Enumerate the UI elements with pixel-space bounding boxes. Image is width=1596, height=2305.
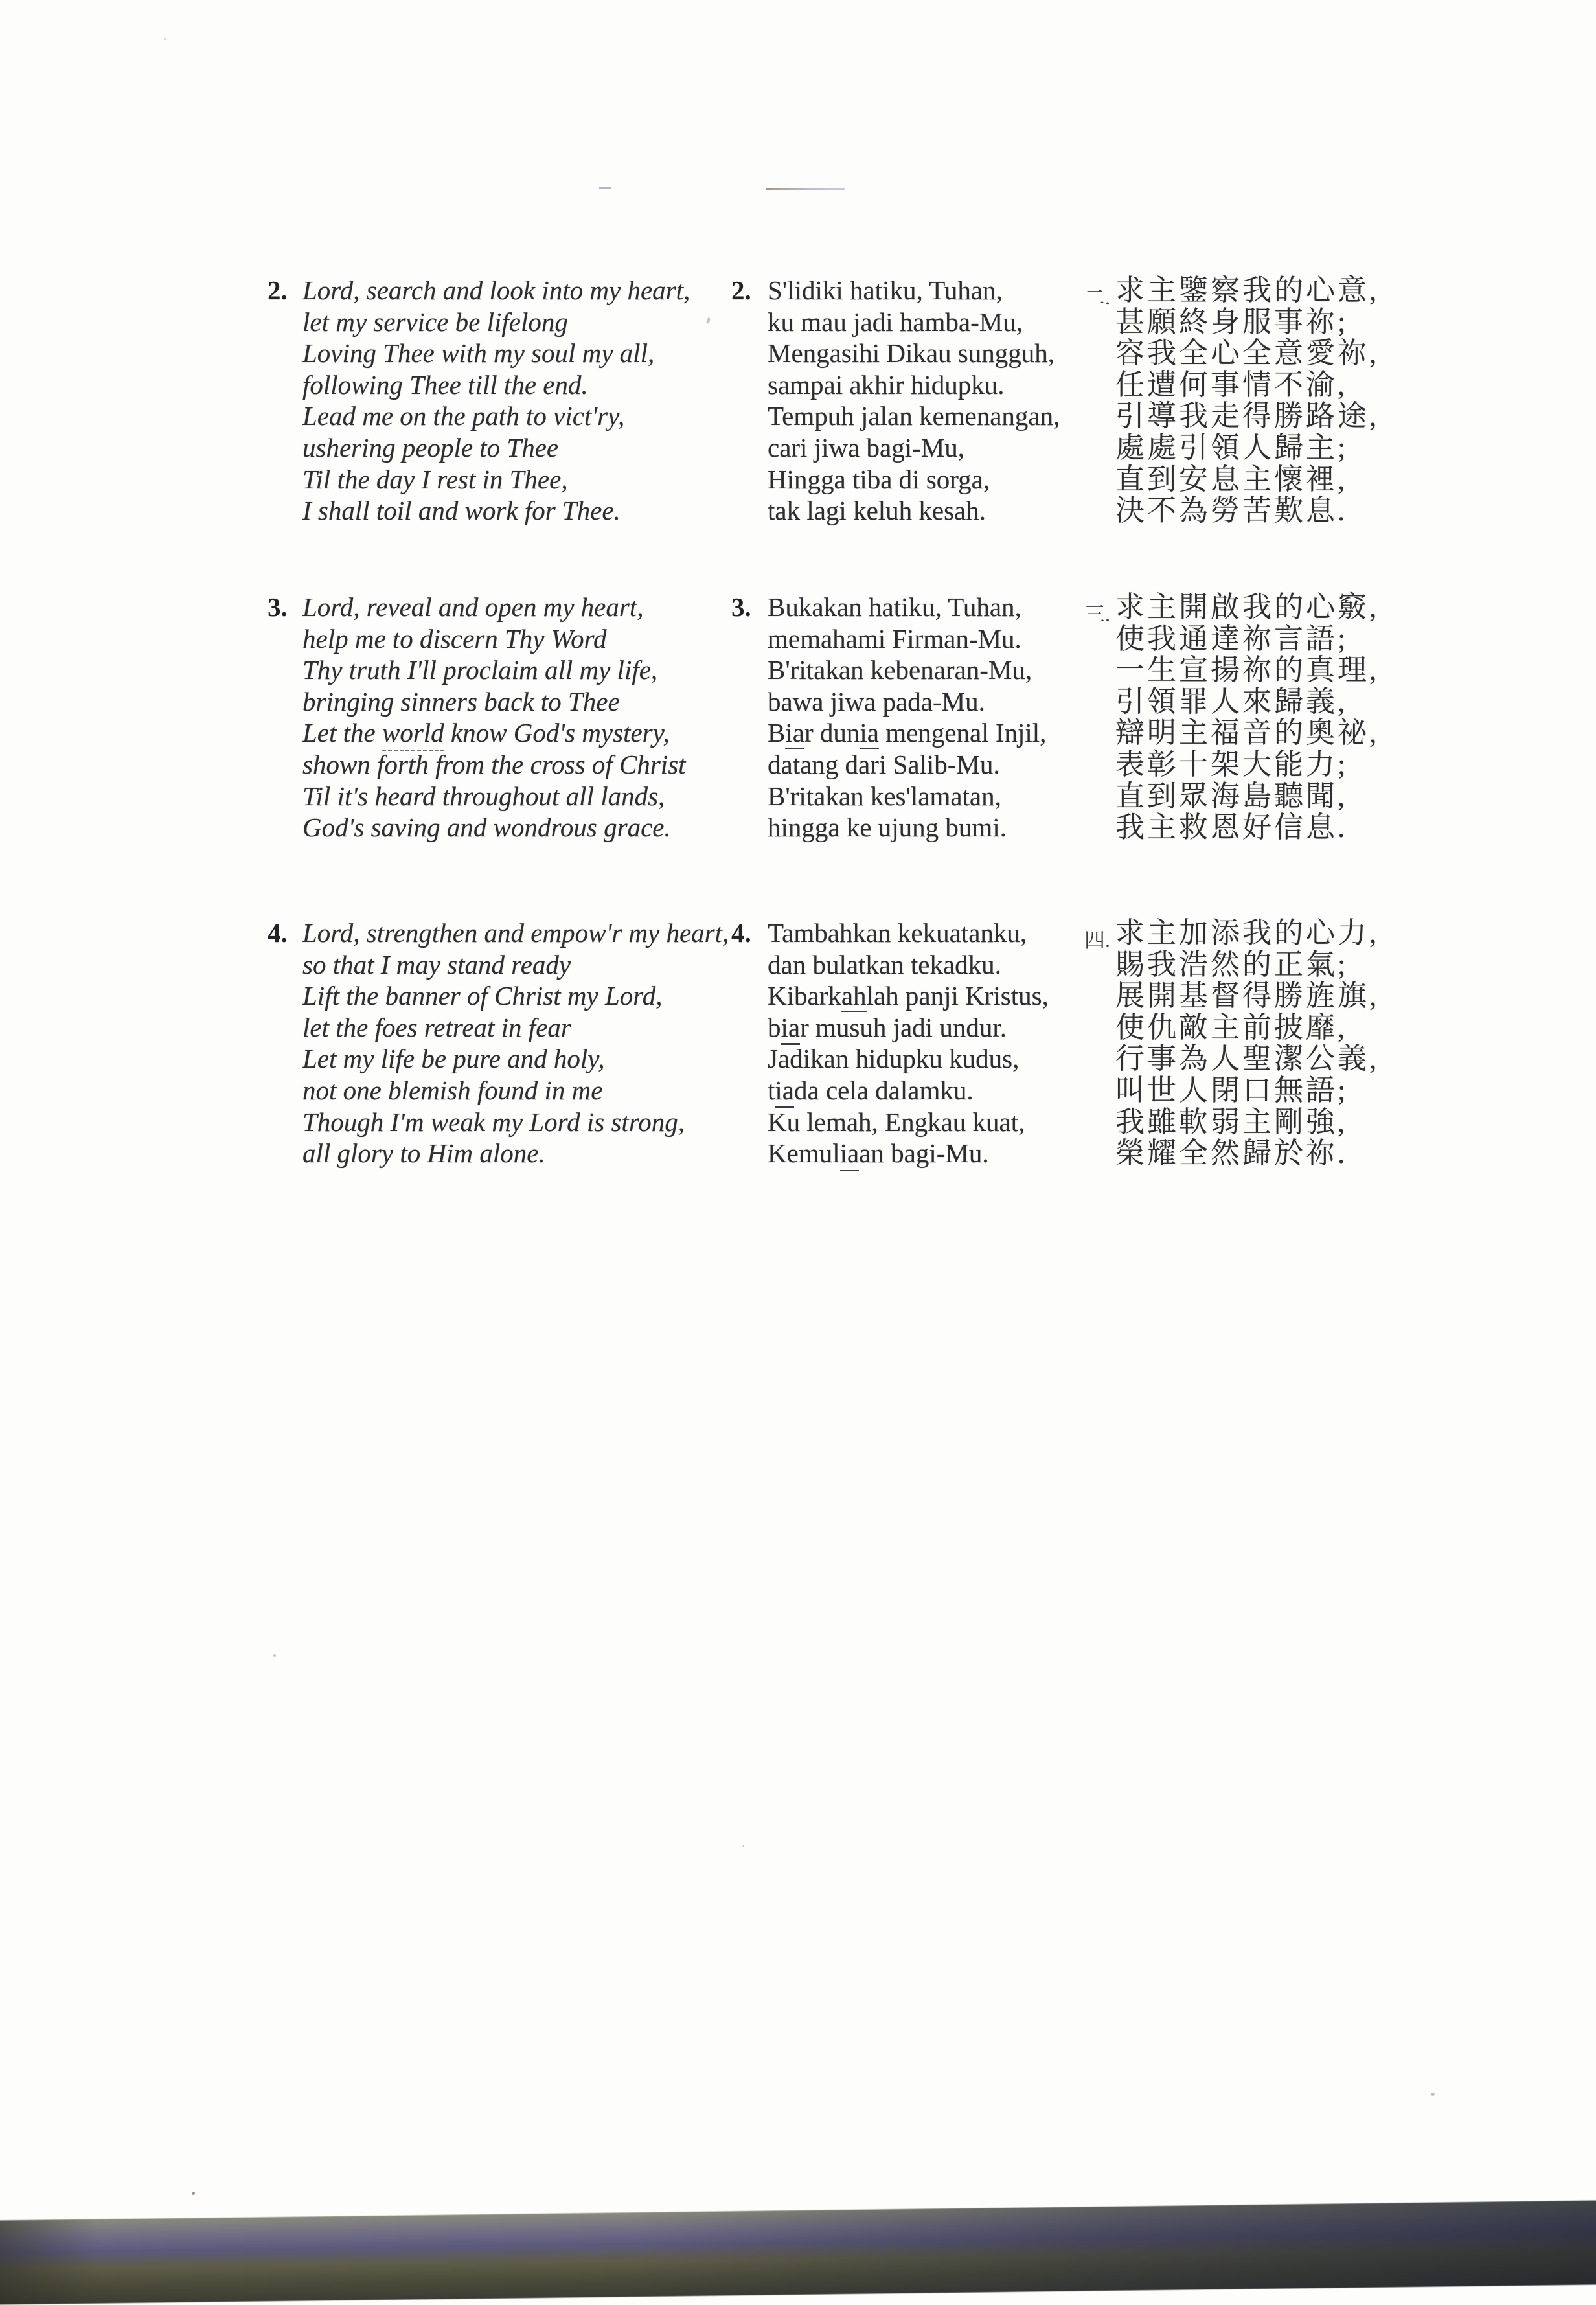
lyric-line: Kemuliaan bagi-Mu. — [768, 1138, 1113, 1169]
lyric-lines — [302, 917, 747, 1169]
lyric-line: let the foes retreat in fear — [302, 1012, 571, 1042]
lyric-line: Mengasihi Dikau sungguh, — [768, 338, 1054, 369]
lyric-line: 容我全心全意愛祢, — [1115, 337, 1380, 370]
lyric-line: 求主鑒察我的心意, — [1115, 274, 1380, 306]
lyric-line: Ku lemah, Engkau kuat, — [768, 1107, 1025, 1137]
lyric-line: shown forth from the cross of Christ — [302, 749, 686, 779]
lyric-line: 決不為勞苦歎息. — [1115, 494, 1348, 527]
lyric-line: 直到安息主懷裡, — [1115, 463, 1348, 496]
lyric-line: Thy truth I'll proclaim all my life, — [302, 655, 658, 685]
lyric-line: Let the world know God's mystery, — [302, 717, 747, 749]
stanza-chinese — [1084, 275, 1421, 527]
lyric-line: Lord, reveal and open my heart, — [302, 592, 644, 622]
lyric-line: 使我通達祢言語; — [1115, 622, 1349, 655]
page-bottom-scan-band — [0, 2200, 1596, 2305]
lyric-line: let my service be lifelong — [302, 306, 568, 337]
lyric-line: 引領罪人來歸義, — [1115, 685, 1348, 718]
lyric-line: 一生宣揚祢的真理, — [1115, 654, 1380, 687]
lyric-line: cari jiwa bagi-Mu, — [768, 432, 964, 463]
lyric-line: tiada cela dalamku. — [768, 1075, 1113, 1107]
lyric-line: ku mau jadi hamba-Mu, — [768, 306, 1113, 338]
lyric-lines — [768, 591, 1113, 843]
hand-underline: ia — [860, 718, 879, 750]
lyric-line: 叫世人閉口無語; — [1115, 1073, 1349, 1107]
lyric-line: 任遭何事情不渝, — [1115, 368, 1348, 401]
lyric-line: 引導我走得勝路途, — [1115, 400, 1380, 433]
lyric-line: B'ritakan kebenaran-Mu, — [768, 655, 1032, 685]
stanza-indonesian — [731, 591, 1113, 843]
lyric-line: Tambahkan kekuatanku, — [768, 918, 1027, 948]
hand-dashed-underline: world — [382, 718, 444, 751]
stanza-english — [268, 275, 747, 527]
stanza-number: 3. — [268, 592, 288, 622]
lyric-line: 展開基督得勝旌旗, — [1115, 980, 1380, 1013]
hand-underline: ia — [781, 1013, 801, 1045]
lyric-line: 我主救恩好信息. — [1115, 811, 1348, 844]
scan-speck — [164, 38, 166, 40]
lyric-line: 辯明主福音的奧祕, — [1115, 717, 1380, 750]
stanza-number: 4. — [268, 918, 288, 948]
stanza-number: 二. — [1084, 286, 1111, 309]
scan-speck — [273, 1654, 276, 1657]
stanza-number: 三. — [1084, 602, 1111, 626]
lyric-lines — [1115, 275, 1421, 527]
lyric-line: 使仇敵主前披靡, — [1115, 1011, 1348, 1044]
lyric-lines — [302, 591, 747, 843]
lyric-line: Lord, strengthen and empow'r my heart, — [302, 918, 729, 948]
lyric-line: tak lagi keluh kesah. — [768, 496, 986, 526]
stanza-indonesian — [731, 275, 1113, 527]
lyric-line: biar musuh jadi undur. — [768, 1012, 1113, 1044]
lyric-line: datang dari Salib-Mu. — [768, 749, 1000, 779]
lyric-line: Hingga tiba di sorga, — [768, 464, 990, 494]
lyric-line: Lift the banner of Christ my Lord, — [302, 981, 663, 1011]
lyric-line: S'lidiki hatiku, Tuhan, — [768, 275, 1003, 305]
scan-streak-line — [599, 187, 611, 189]
lyric-line: Lead me on the path to vict'ry, — [302, 401, 625, 431]
stanza-chinese — [1084, 591, 1421, 843]
scan-speck — [742, 1845, 744, 1847]
lyric-line: 賜我浩然的正氣; — [1115, 948, 1349, 981]
lyric-line: Jadikan hidupku kudus, — [768, 1044, 1020, 1074]
lyric-line: 求主加添我的心力, — [1115, 917, 1380, 949]
lyric-line: bawa jiwa pada-Mu. — [768, 686, 985, 717]
hand-underline: ia — [775, 1075, 794, 1108]
lyric-line: 處處引領人歸主; — [1115, 431, 1349, 464]
lyric-line: God's saving and wondrous grace. — [302, 812, 671, 843]
stanza-chinese — [1084, 917, 1421, 1169]
lyric-line: hingga ke ujung bumi. — [768, 812, 1007, 843]
lyric-line: Tempuh jalan kemenangan, — [768, 401, 1060, 431]
stanza-number: 4. — [731, 918, 751, 948]
hand-underline: ia — [785, 718, 804, 750]
lyric-line: Bukakan hatiku, Tuhan, — [768, 592, 1021, 622]
hand-underline: au — [821, 307, 847, 339]
lyric-line: Kibarkahlah panji Kristus, — [768, 980, 1113, 1012]
lyric-line: 表彰十架大能力; — [1115, 748, 1349, 781]
stanza-english — [268, 591, 747, 843]
lyric-line: sampai akhir hidupku. — [768, 369, 1005, 400]
scan-speck — [1431, 2093, 1435, 2096]
lyric-line: dan bulatkan tekadku. — [768, 949, 1001, 980]
lyric-line: Let my life be pure and holy, — [302, 1044, 605, 1074]
lyric-line: following Thee till the end. — [302, 369, 588, 400]
lyric-line: bringing sinners back to Thee — [302, 686, 620, 717]
lyric-line: Til the day I rest in Thee, — [302, 464, 568, 494]
lyric-line: 我雖軟弱主剛強, — [1115, 1105, 1348, 1138]
lyric-line: B'ritakan kes'lamatan, — [768, 781, 1001, 811]
lyric-line: Biar dunia mengenal Injil, — [768, 717, 1113, 749]
lyric-line: 求主開啟我的心竅, — [1115, 591, 1380, 623]
lyric-line: 榮耀全然歸於祢. — [1115, 1137, 1348, 1170]
lyric-line: I shall toil and work for Thee. — [302, 496, 621, 526]
stanza-indonesian — [731, 917, 1113, 1169]
lyric-line: so that I may stand ready — [302, 949, 571, 980]
lyric-line: memahami Firman-Mu. — [768, 623, 1021, 654]
stanza-number: 2. — [268, 275, 288, 305]
scan-streak-line — [766, 188, 845, 190]
lyric-line: not one blemish found in me — [302, 1075, 603, 1105]
stanza-number: 3. — [731, 592, 751, 622]
lyric-lines — [1115, 591, 1421, 843]
lyric-line: all glory to Him alone. — [302, 1138, 545, 1169]
hand-underline: ia — [840, 1138, 860, 1171]
lyric-line: Though I'm weak my Lord is strong, — [302, 1107, 685, 1137]
scan-speck — [192, 2192, 195, 2195]
lyric-line: help me to discern Thy Word — [302, 623, 607, 654]
lyric-lines — [768, 917, 1113, 1169]
stanza-number: 四. — [1084, 928, 1111, 952]
lyric-line: Til it's heard throughout all lands, — [302, 781, 665, 811]
lyric-lines — [302, 275, 747, 527]
lyric-line: 甚願終身服事祢; — [1115, 305, 1349, 338]
lyric-line: 直到眾海島聽聞, — [1115, 779, 1348, 812]
lyric-lines — [1115, 917, 1421, 1169]
lyric-lines — [768, 275, 1113, 527]
stanza-number: 2. — [731, 275, 751, 305]
lyric-line: Loving Thee with my soul my all, — [302, 338, 655, 369]
lyric-line: Lord, search and look into my heart, — [302, 275, 690, 305]
hand-underline: ah — [841, 981, 867, 1013]
stanza-english — [268, 917, 747, 1169]
lyric-line: 行事為人聖潔公義, — [1115, 1042, 1380, 1075]
lyric-line: ushering people to Thee — [302, 432, 559, 463]
